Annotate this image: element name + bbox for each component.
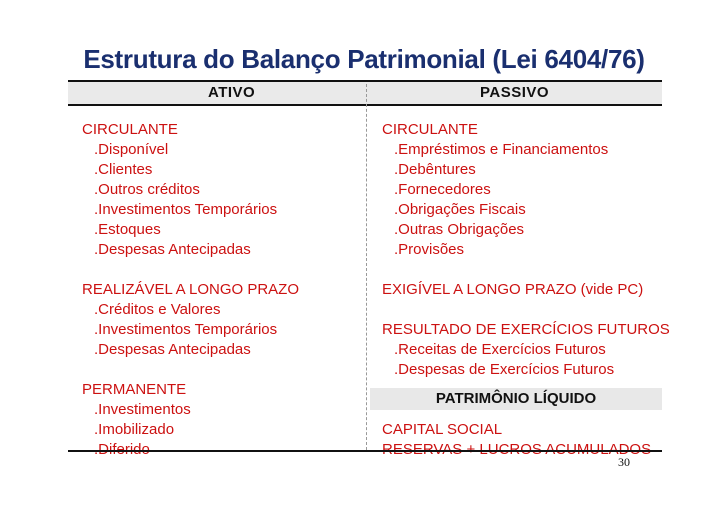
- blank-row: [82, 260, 299, 280]
- passivo-item: .Receitas de Exercícios Futuros: [394, 341, 606, 358]
- slide-title: Estrutura do Balanço Patrimonial (Lei 6404/76): [83, 44, 645, 74]
- passivo-exigivel-heading: EXIGÍVEL A LONGO PRAZO (vide PC): [382, 281, 644, 298]
- ativo-realizavel-heading: REALIZÁVEL A LONGO PRAZO: [82, 281, 300, 298]
- ativo-item: .Diferido: [94, 441, 150, 458]
- blank-row: [382, 300, 670, 320]
- blank-row: [382, 260, 670, 280]
- ativo-item: .Imobilizado: [94, 421, 175, 438]
- blank-row: [382, 400, 670, 420]
- passivo-item: .Outras Obrigações: [394, 221, 525, 238]
- bottom-rule: [68, 450, 662, 452]
- column-divider: [366, 84, 367, 450]
- blank-row: [382, 380, 670, 400]
- passivo-item: .Provisões: [394, 241, 465, 258]
- ativo-item: .Despesas Antecipadas: [94, 241, 251, 258]
- blank-row: [82, 360, 299, 380]
- ativo-item: .Investimentos Temporários: [94, 321, 278, 338]
- ativo-item: .Outros créditos: [94, 181, 200, 198]
- ativo-item: .Investimentos: [94, 401, 191, 418]
- passivo-resultado-heading: RESULTADO DE EXERCÍCIOS FUTUROS: [382, 321, 670, 338]
- passivo-item: .Obrigações Fiscais: [394, 201, 526, 218]
- pl-item-reservas: RESERVAS + LUCROS ACUMULADOS: [382, 441, 652, 458]
- passivo-column: [382, 120, 670, 460]
- ativo-item: .Estoques: [94, 221, 161, 238]
- passivo-item: .Fornecedores: [394, 181, 491, 198]
- header-passivo: PASSIVO: [480, 84, 550, 101]
- ativo-item: .Clientes: [94, 161, 153, 178]
- passivo-item: .Despesas de Exercícios Futuros: [394, 361, 615, 378]
- header-ativo: ATIVO: [208, 84, 256, 101]
- ativo-item: .Investimentos Temporários: [94, 201, 278, 218]
- page-number: 30: [618, 455, 630, 469]
- ativo-item: .Créditos e Valores: [94, 301, 221, 318]
- patrimonio-liquido-heading: PATRIMÔNIO LÍQUIDO: [435, 390, 597, 407]
- ativo-column: [82, 120, 299, 460]
- ativo-item: .Despesas Antecipadas: [94, 341, 251, 358]
- passivo-item: .Empréstimos e Financiamentos: [394, 141, 609, 158]
- table-header-bar: [68, 80, 662, 106]
- ativo-item: .Disponível: [94, 141, 169, 158]
- ativo-circulante-heading: CIRCULANTE: [82, 121, 178, 138]
- passivo-circulante-heading: CIRCULANTE: [382, 121, 478, 138]
- pl-item-capital-social: CAPITAL SOCIAL: [382, 421, 503, 438]
- passivo-item: .Debêntures: [394, 161, 476, 178]
- ativo-permanente-heading: PERMANENTE: [82, 381, 187, 398]
